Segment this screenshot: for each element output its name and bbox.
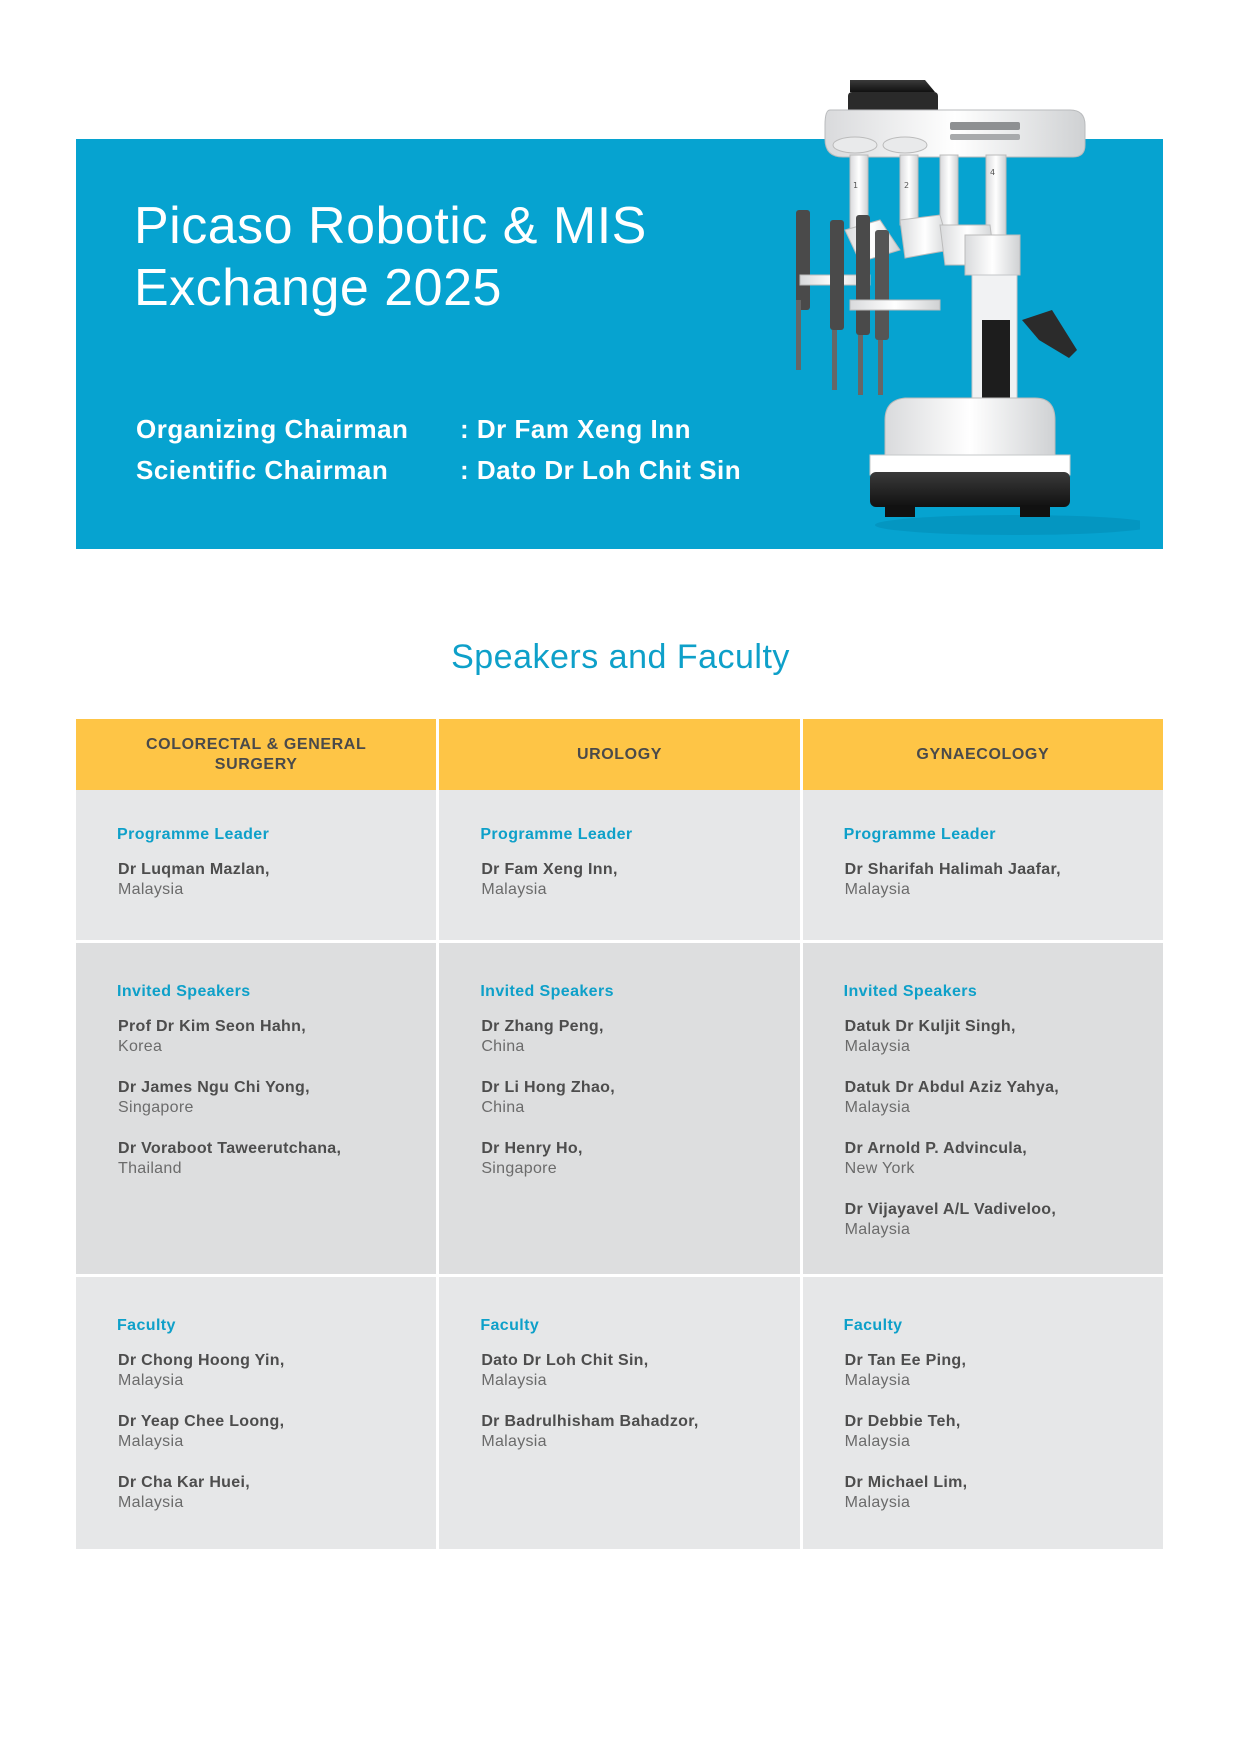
person-name: Dr Cha Kar Huei, (118, 1474, 250, 1491)
person-name: Dr Li Hong Zhao, (481, 1079, 616, 1096)
chair-role: Organizing Chairman (136, 414, 409, 444)
person-country: Malaysia (118, 1494, 184, 1511)
person-country: Malaysia (844, 881, 911, 898)
invited-speakers-cell (76, 943, 436, 1274)
person-entry (118, 1473, 396, 1513)
category-label: Invited Speakers (843, 983, 978, 1000)
person-country: Malaysia (481, 1372, 547, 1389)
person-country: Malaysia (844, 1099, 911, 1116)
person-country: New York (844, 1160, 915, 1177)
person-name: Dr Yeap Chee Loong, (118, 1413, 285, 1430)
person-entry (481, 1139, 759, 1179)
category-label: Faculty (480, 1317, 540, 1334)
person-name: Dr Vijayavel A/L Vadiveloo, (844, 1201, 1057, 1218)
faculty-cell (76, 1277, 436, 1549)
person-name: Dr Zhang Peng, (481, 1018, 604, 1035)
person-entry (481, 860, 759, 900)
programme-leader-cell (803, 790, 1163, 940)
person-entry (118, 860, 396, 900)
person-entry (481, 1351, 759, 1391)
person-entry (845, 1139, 1123, 1179)
person-name: Dr Michael Lim, (844, 1474, 968, 1491)
person-name: Datuk Dr Kuljit Singh, (844, 1018, 1016, 1035)
column-header-urology: UROLOGY (439, 719, 799, 790)
organizing-chairman-row (136, 414, 691, 445)
column-header-colorectal: COLORECTAL & GENERAL SURGERY (76, 719, 436, 790)
person-name: Dr Sharifah Halimah Jaafar, (844, 861, 1061, 878)
person-country: Korea (118, 1038, 163, 1055)
event-title-line-2: Exchange 2025 (134, 259, 502, 317)
event-title (134, 195, 754, 319)
category-label: Programme Leader (843, 826, 996, 843)
person-country: Malaysia (118, 1372, 184, 1389)
person-entry (845, 1473, 1123, 1513)
person-entry (118, 1351, 396, 1391)
person-name: Dr Luqman Mazlan, (118, 861, 270, 878)
person-entry (118, 1017, 396, 1057)
person-country: Malaysia (844, 1494, 911, 1511)
person-country: Thailand (118, 1160, 182, 1177)
chair-name: : Dr Fam Xeng Inn (460, 414, 691, 444)
person-name: Dr James Ngu Chi Yong, (118, 1079, 310, 1096)
invited-speakers-cell (803, 943, 1163, 1274)
person-country: Malaysia (118, 1433, 184, 1450)
person-entry (845, 860, 1123, 900)
person-entry (845, 1351, 1123, 1391)
person-name: Dr Chong Hoong Yin, (118, 1352, 285, 1369)
category-label: Faculty (117, 1317, 176, 1334)
person-country: Malaysia (844, 1372, 911, 1389)
person-name: Prof Dr Kim Seon Hahn, (118, 1018, 306, 1035)
person-country: Malaysia (481, 1433, 547, 1450)
programme-leader-cell (76, 790, 436, 940)
person-name: Dr Henry Ho, (481, 1140, 583, 1157)
faculty-cell (439, 1277, 799, 1549)
person-name: Dato Dr Loh Chit Sin, (481, 1352, 649, 1369)
scientific-chairman-row (136, 455, 741, 486)
invited-speakers-cell (439, 943, 799, 1274)
svg-text:2: 2 (904, 181, 910, 190)
faculty-cell (803, 1277, 1163, 1549)
person-entry (481, 1078, 759, 1118)
person-entry (118, 1078, 396, 1118)
person-entry (845, 1412, 1123, 1452)
column-header-gynaecology: GYNAECOLOGY (803, 719, 1163, 790)
category-label: Invited Speakers (117, 983, 251, 1000)
person-name: Dr Debbie Teh, (844, 1413, 961, 1430)
surgical-robot-image (790, 70, 1140, 540)
category-label: Faculty (843, 1317, 903, 1334)
person-name: Dr Tan Ee Ping, (844, 1352, 967, 1369)
person-name: Dr Voraboot Taweerutchana, (118, 1140, 342, 1157)
section-title: Speakers and Faculty (451, 638, 790, 676)
person-country: Malaysia (481, 881, 547, 898)
person-country: China (481, 1099, 525, 1116)
person-entry (845, 1200, 1123, 1240)
chair-name: : Dato Dr Loh Chit Sin (460, 455, 742, 485)
category-label: Programme Leader (480, 826, 633, 843)
person-country: Malaysia (844, 1221, 911, 1238)
person-entry (481, 1017, 759, 1057)
person-name: Datuk Dr Abdul Aziz Yahya, (844, 1079, 1060, 1096)
person-country: Singapore (118, 1099, 194, 1116)
person-entry (118, 1139, 396, 1179)
category-label: Programme Leader (117, 826, 270, 843)
person-name: Dr Fam Xeng Inn, (481, 861, 618, 878)
person-country: Malaysia (844, 1433, 911, 1450)
faculty-table (76, 719, 1163, 1549)
person-country: China (481, 1038, 525, 1055)
event-title-line-1: Picaso Robotic & MIS (134, 197, 647, 255)
person-entry (118, 1412, 396, 1452)
person-country: Malaysia (844, 1038, 911, 1055)
svg-text:4: 4 (990, 168, 996, 177)
person-name: Dr Badrulhisham Bahadzor, (481, 1413, 699, 1430)
person-name: Dr Arnold P. Advincula, (844, 1140, 1027, 1157)
person-entry (845, 1017, 1123, 1057)
programme-leader-cell (439, 790, 799, 940)
chair-role: Scientific Chairman (136, 455, 389, 485)
person-country: Malaysia (118, 881, 184, 898)
svg-text:1: 1 (853, 181, 859, 190)
person-entry (481, 1412, 759, 1452)
person-entry (845, 1078, 1123, 1118)
person-country: Singapore (481, 1160, 557, 1177)
category-label: Invited Speakers (480, 983, 614, 1000)
